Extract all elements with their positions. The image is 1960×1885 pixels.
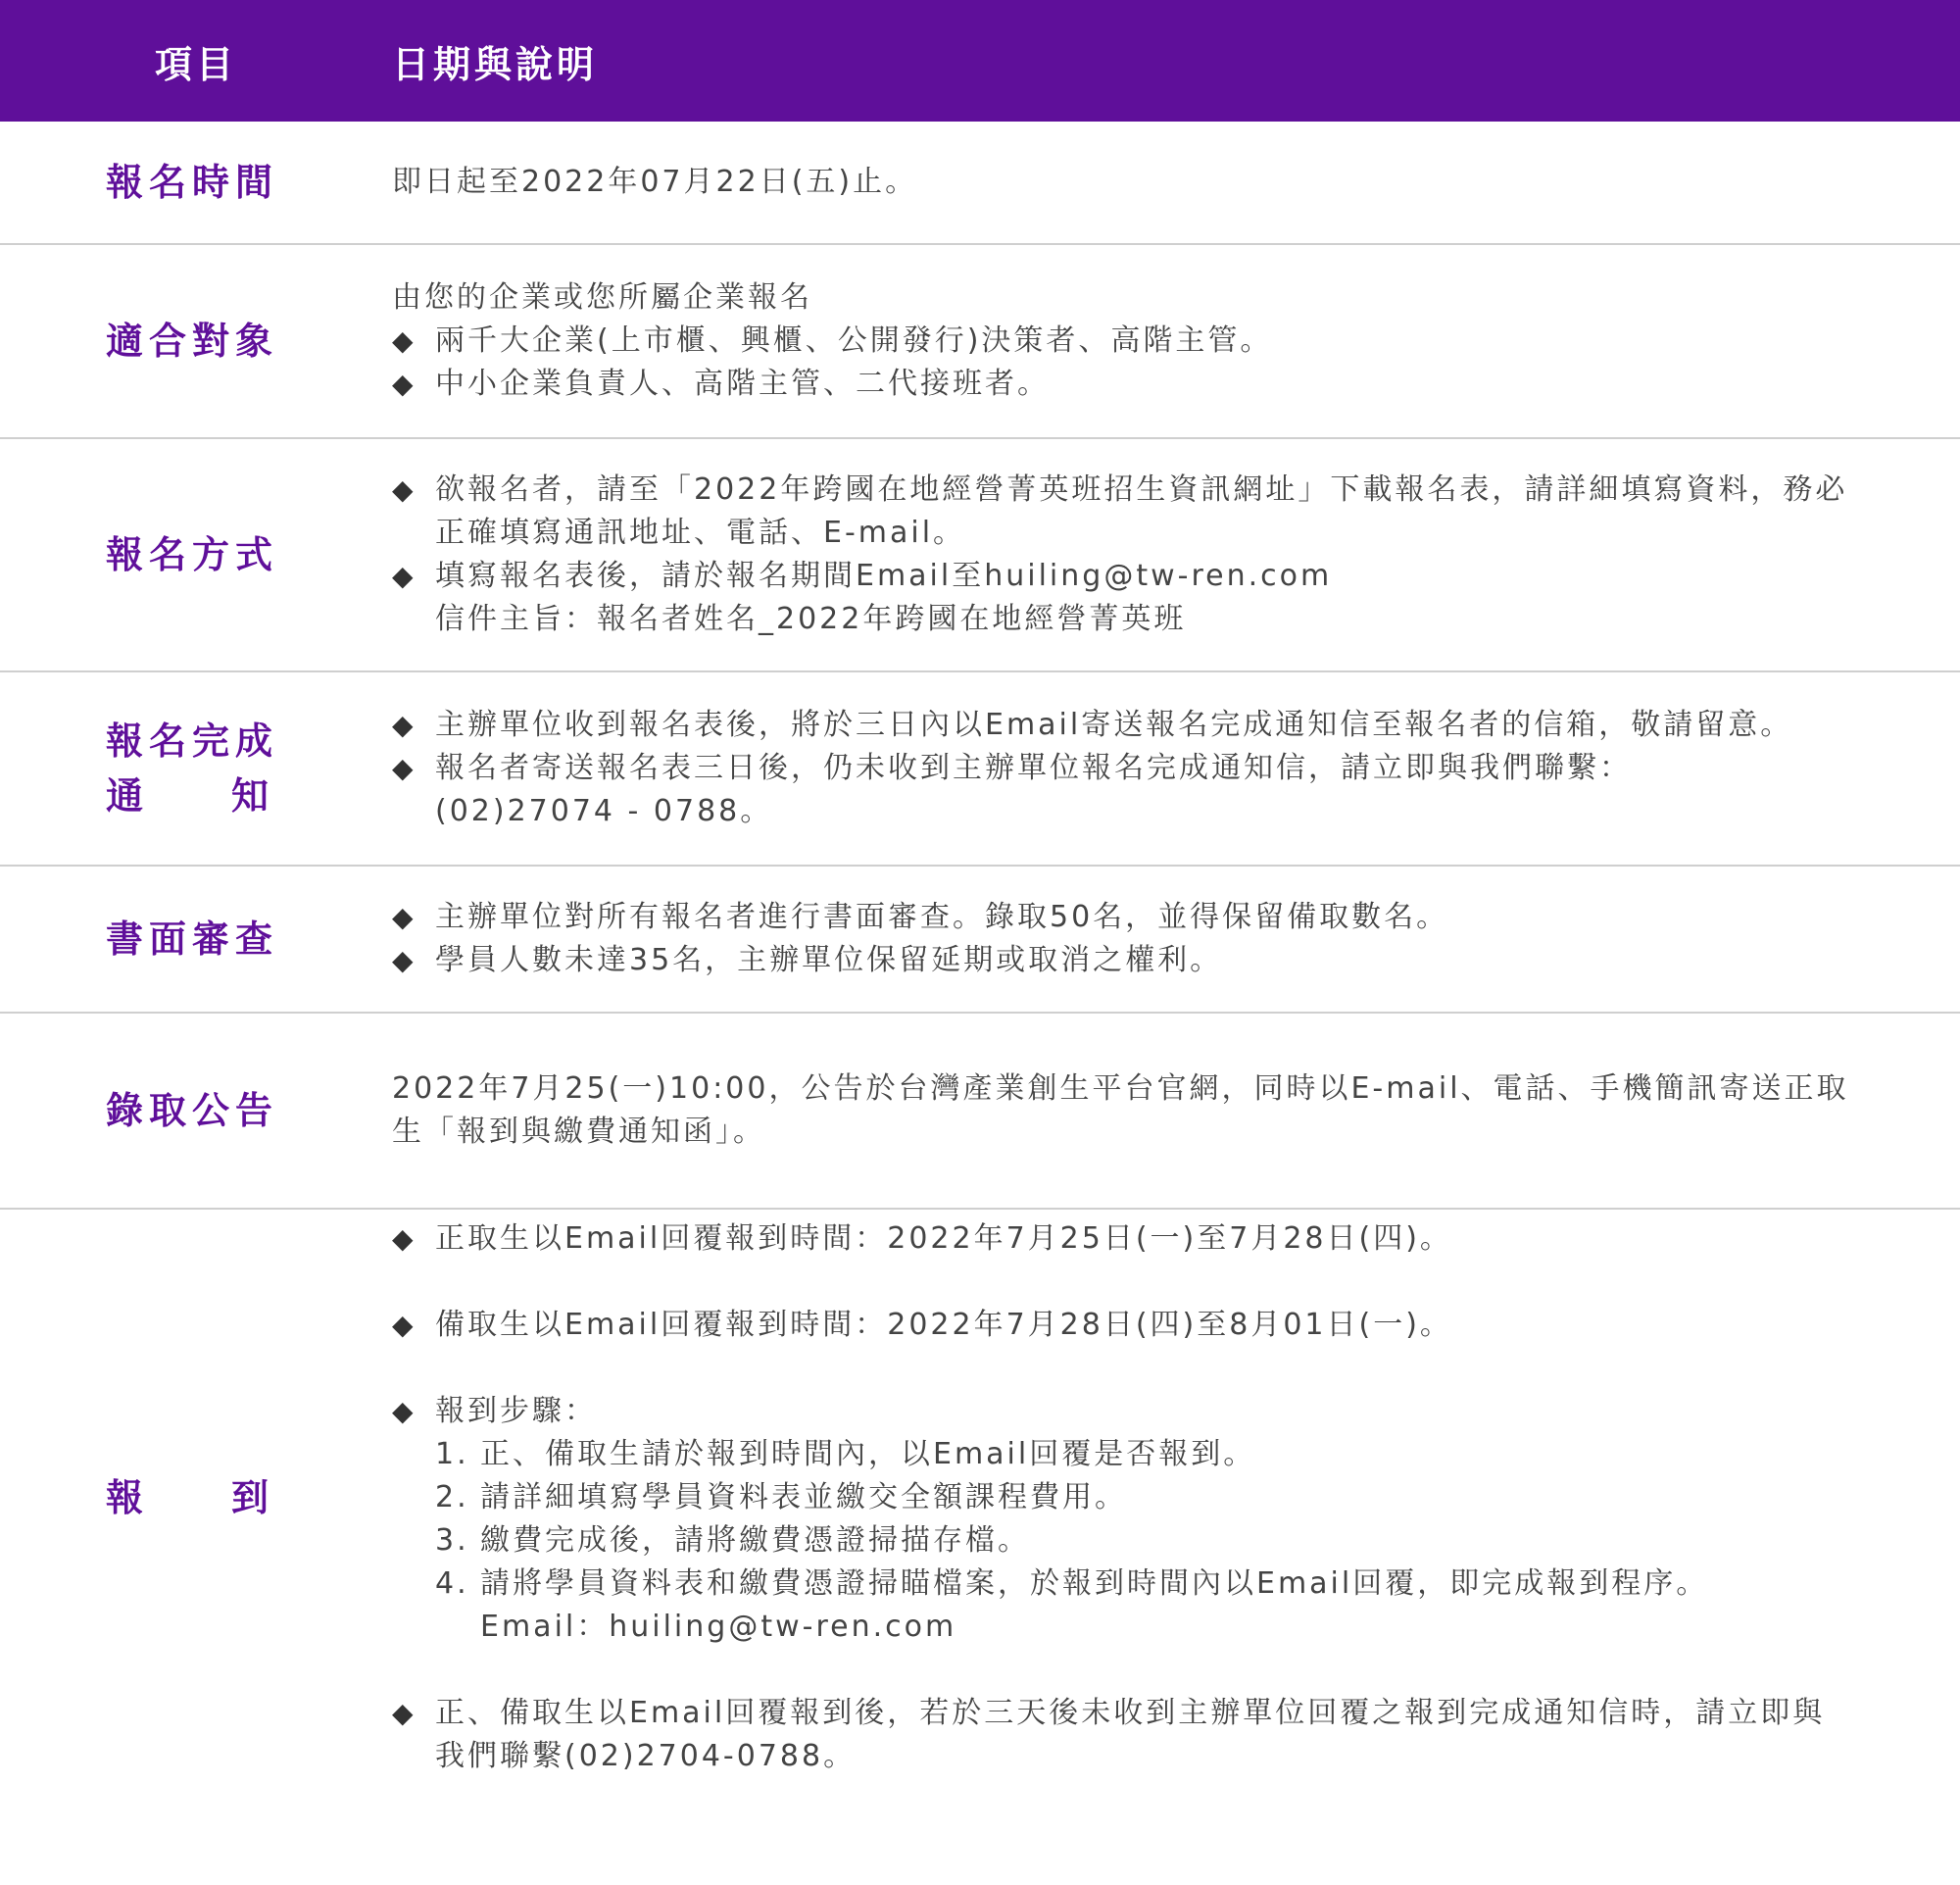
step-number: 1. (435, 1437, 469, 1471)
completion-label-char-1: 通 (106, 774, 150, 818)
diamond-icon: ◆ (392, 560, 416, 592)
checkin-bullet-1: 正取生以Email回覆報到時間：2022年7月25日(一)至7月28日(四)。 (435, 1221, 1452, 1256)
row-checkin (0, 1210, 1960, 1786)
row-label (0, 1470, 392, 1525)
list-item (392, 469, 1901, 512)
review-bullet-1: 主辦單位對所有報名者進行書面審查。錄取50名，並得保留備取數名。 (435, 900, 1449, 934)
row-target (0, 245, 1960, 439)
registration-time-text: 即日起至2022年07月22日(五)止。 (392, 165, 918, 199)
diamond-icon: ◆ (392, 752, 416, 784)
header-item: 項目 (154, 42, 237, 86)
checkin-bullet-4-line-1: 正、備取生以Email回覆報到後，若於三天後未收到主辦單位回覆之報到完成通知信時，請立即與 (435, 1696, 1826, 1730)
list-item (392, 1390, 1901, 1433)
announcement-line-1: 2022年7月25(一)10:00，公告於台灣產業創生平台官網，同時以E-mail、電話、手機簡訊寄送正取 (392, 1071, 1849, 1106)
row-method (0, 439, 1960, 672)
row-label: 適合對象 (106, 320, 279, 363)
step-text: 正、備取生請於報到時間內，以Email回覆是否報到。 (480, 1437, 1256, 1471)
diamond-icon: ◆ (392, 473, 416, 506)
step-text: 請將學員資料表和繳費憑證掃瞄檔案，於報到時間內以Email回覆，即完成報到程序。 (480, 1566, 1709, 1601)
checkin-label-char-1: 報 (106, 1476, 150, 1519)
row-content (392, 469, 1960, 641)
step-text: 請詳細填寫學員資料表並繳交全額課程費用。 (480, 1480, 1127, 1514)
checkin-step (392, 1519, 1901, 1563)
row-label: 報名方式 (106, 533, 279, 576)
method-bullet-2-line-1: 填寫報名表後，請於報名期間Email至huiling@tw-ren.com (435, 559, 1333, 593)
row-review (0, 867, 1960, 1014)
checkin-label (106, 1470, 274, 1525)
checkin-bullet-2: 備取生以Email回覆報到時間：2022年7月28日(四)至8月01日(一)。 (435, 1308, 1452, 1342)
completion-bullet-2-line-2: (02)27074 - 0788。 (435, 794, 773, 828)
step-text: 繳費完成後，請將繳費憑證掃描存檔。 (480, 1523, 1030, 1558)
target-bullet-2: 中小企業負責人、高階主管、二代接班者。 (435, 367, 1050, 401)
diamond-icon: ◆ (392, 709, 416, 741)
completion-label-line-1: 報名完成 (106, 719, 279, 763)
row-content (392, 161, 1960, 204)
diamond-icon: ◆ (392, 901, 416, 933)
step-number: 2. (435, 1480, 469, 1514)
review-bullet-2: 學員人數未達35名，主辦單位保留延期或取消之權利。 (435, 943, 1223, 977)
diamond-icon: ◆ (392, 944, 416, 976)
table-header (0, 0, 1960, 122)
completion-label-char-2: 知 (230, 774, 274, 818)
list-item (392, 939, 1901, 982)
row-registration-time (0, 122, 1960, 245)
step-number: 3. (435, 1523, 469, 1558)
row-label: 報名時間 (106, 161, 279, 204)
row-announcement (0, 1014, 1960, 1210)
method-bullet-1-line-1: 欲報名者，請至「2022年跨國在地經營菁英班招生資訊網址」下載報名表，請詳細填寫資料，務必 (435, 472, 1848, 507)
list-item (392, 704, 1901, 747)
row-completion-notice (0, 672, 1960, 867)
diamond-icon: ◆ (392, 324, 416, 357)
row-label: 錄取公告 (106, 1089, 279, 1132)
target-bullet-1: 兩千大企業(上市櫃、興櫃、公開發行)決策者、高階主管。 (435, 323, 1273, 358)
list-item (392, 363, 1901, 406)
diamond-icon: ◆ (392, 1395, 416, 1427)
completion-label-line-2 (106, 769, 274, 823)
completion-bullet-2-line-1: 報名者寄送報名表三日後，仍未收到主辦單位報名完成通知信，請立即與我們聯繫： (435, 751, 1632, 785)
diamond-icon: ◆ (392, 1222, 416, 1255)
row-label: 書面審查 (106, 918, 279, 961)
row-content (392, 276, 1960, 406)
list-item (392, 1692, 1901, 1735)
checkin-label-char-2: 到 (230, 1476, 274, 1519)
list-item (392, 896, 1901, 939)
list-item (392, 747, 1901, 790)
step-number: 4. (435, 1566, 469, 1601)
target-intro: 由您的企業或您所屬企業報名 (392, 280, 812, 315)
row-content (392, 704, 1960, 833)
completion-bullet-1: 主辦單位收到報名表後，將於三日內以Email寄送報名完成通知信至報名者的信箱，敬請留意。 (435, 708, 1793, 742)
checkin-bullet-4-line-2: 我們聯繫(02)2704-0788。 (435, 1739, 857, 1773)
checkin-step (392, 1476, 1901, 1519)
row-content (392, 1067, 1960, 1154)
announcement-line-2: 生「報到與繳費通知函」。 (392, 1115, 765, 1149)
method-bullet-1-line-2: 正確填寫通訊地址、電話、E-mail。 (435, 516, 966, 550)
checkin-step (392, 1433, 1901, 1476)
list-item (392, 1217, 1901, 1261)
row-content (392, 896, 1960, 982)
header-description: 日期與說明 (392, 42, 599, 86)
diamond-icon: ◆ (392, 368, 416, 400)
checkin-bullet-3: 報到步驟： (435, 1394, 597, 1428)
checkin-email-line: Email：huiling@tw-ren.com (480, 1610, 957, 1644)
diamond-icon: ◆ (392, 1697, 416, 1729)
row-content (392, 1217, 1960, 1778)
list-item (392, 1304, 1901, 1347)
list-item (392, 555, 1901, 598)
diamond-icon: ◆ (392, 1309, 416, 1341)
checkin-step (392, 1563, 1901, 1606)
row-label (0, 714, 392, 823)
method-bullet-2-line-2: 信件主旨：報名者姓名_2022年跨國在地經營菁英班 (435, 602, 1187, 636)
list-item (392, 320, 1901, 363)
